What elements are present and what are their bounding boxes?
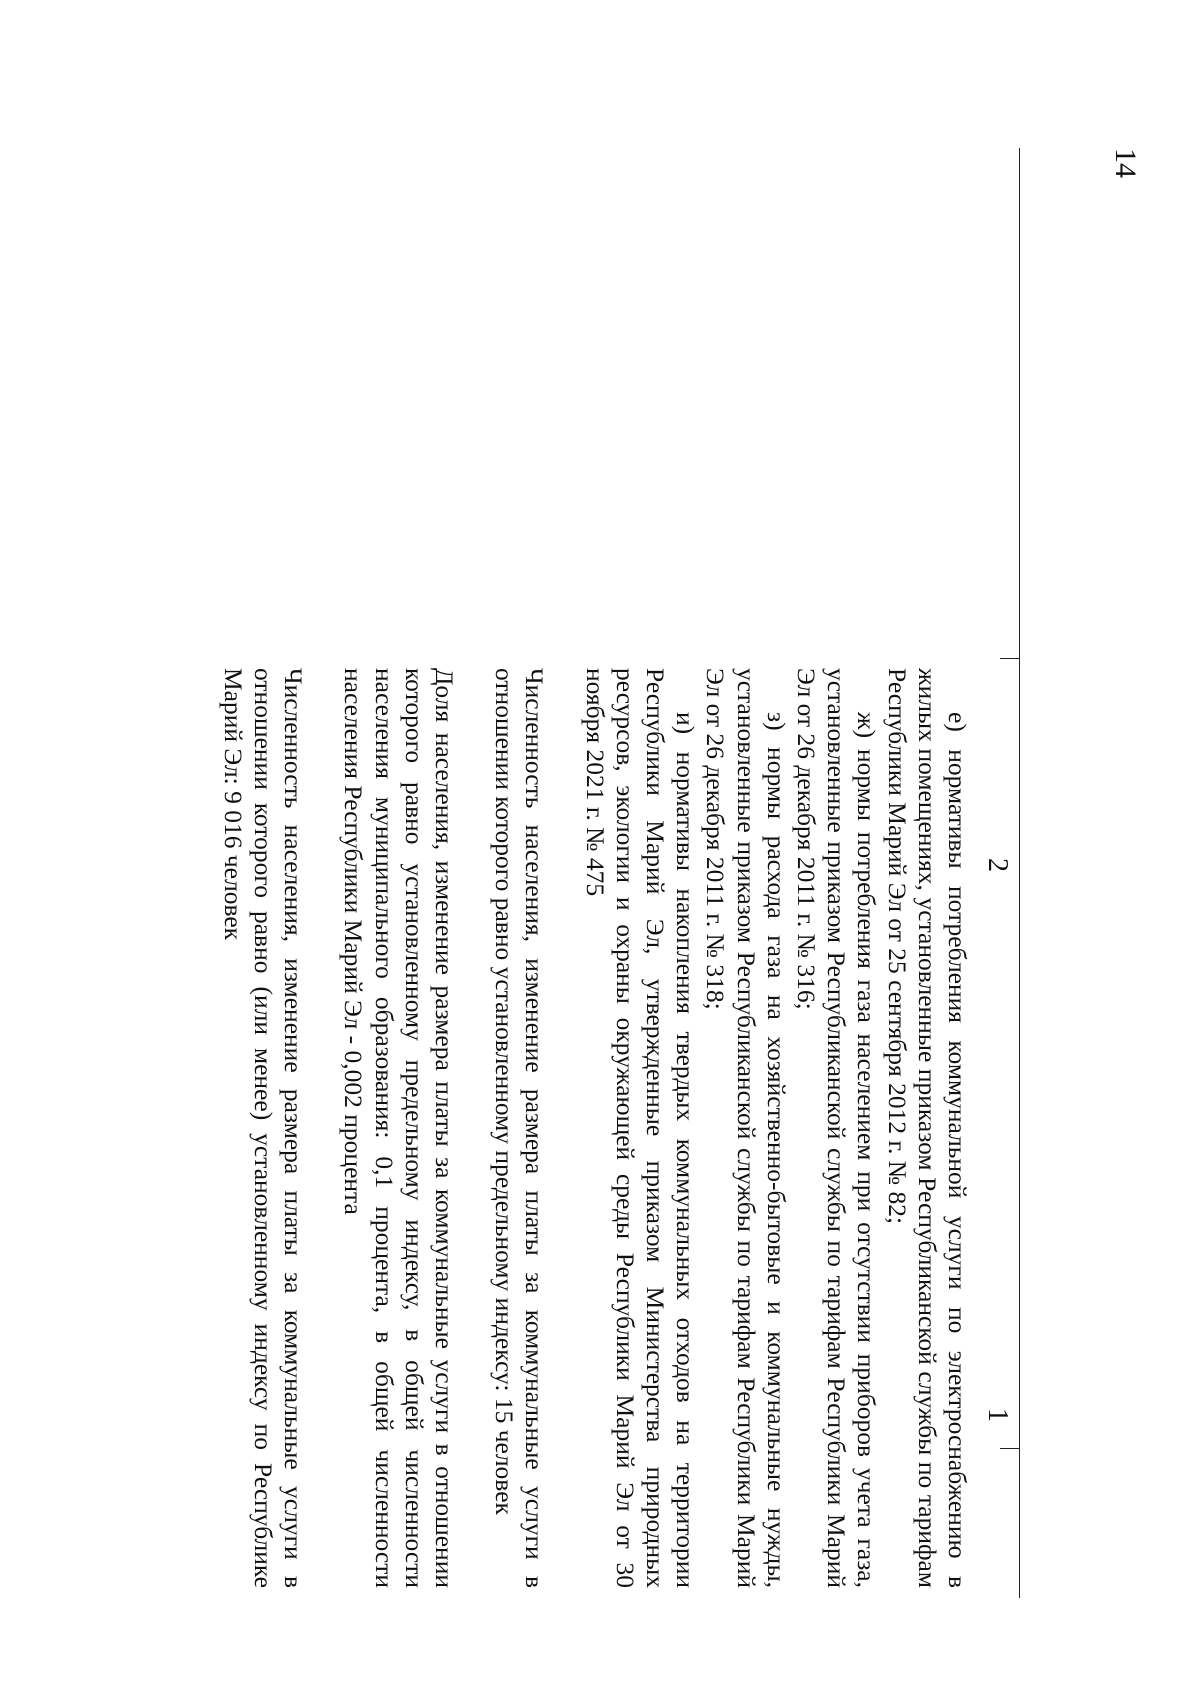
rotated-table [30,148,1060,1598]
column-separator-end [1000,1448,1020,1449]
column-separator [1000,658,1020,659]
population-count-republic-paragraph: Численность населения, изменение размера платы за коммунальные услуги в отношении которого равно (или менее) установленному индексу по Республике Марий Эл: 9 016 человек [218,668,309,1588]
column-2-content [218,668,972,1588]
population-count-paragraph: Численность населения, изменение размера платы за коммунальные услуги в отношении которого равно установленному предельному индексу: 15 человек [490,668,550,1588]
column-header-2: 2 [982,858,1013,872]
paragraph-i: и) нормативы накопления твердых коммунальных отходов на территории Республики Марий Эл, утвержденные приказом Министерства природных ресурсов, экологии и охраны окружающей среды Республики Марий Эл от 30 ноября 2021 г. № 475 [580,668,701,1588]
paragraph-e: е) нормативы потребления коммунальной услуги по электроснабжению в жилых помещениях, установленные приказом Республиканской службы по тарифам Республики Марий Эл от 25 сентября 2012 г. № 82; [882,668,972,1588]
table-header-top-border [1019,148,1020,1598]
population-share-paragraph: Доля населения, изменение размера платы за коммунальные услуги в отношении которого равно установленному предельному индексу, в общей численности населения муниципального образования: 0,1 процента, в общей численности населения Республики Марий Эл - 0,002 процента [339,668,459,1588]
paragraph-zh: ж) нормы потребления газа населением при отсутствии приборов учета газа, установленные приказом Республиканской службы по тарифам Республики Марий Эл от 26 декабря 2011 г. № 316; [791,668,882,1588]
paragraph-z: з) нормы расхода газа на хозяйственно-бытовые и коммунальные нужды, установленные приказом Республиканской службы по тарифам Республики Марий Эл от 26 декабря 2011 г. № 318; [701,668,791,1588]
column-header-1: 1 [982,1408,1013,1422]
page-number: 14 [1109,148,1142,178]
